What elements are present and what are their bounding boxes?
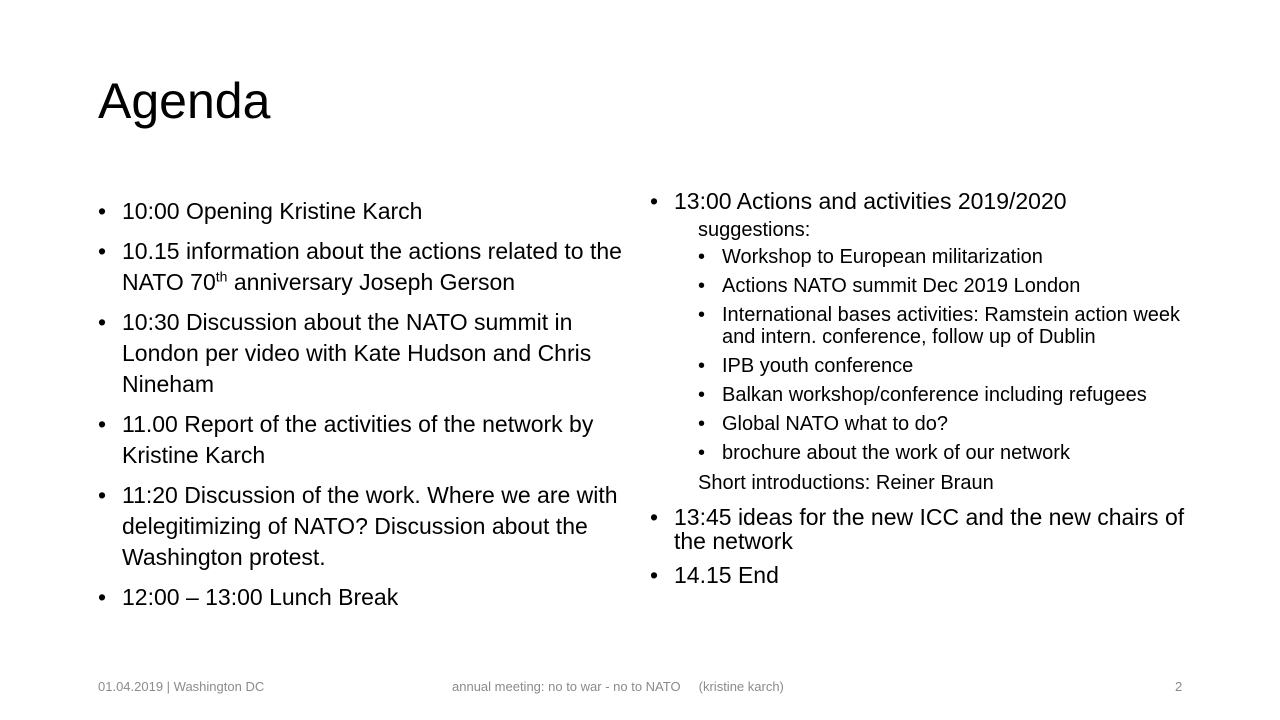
agenda-item-text: 13:00 Actions and activities 2019/2020 — [674, 188, 1067, 214]
agenda-item: • 13:45 ideas for the new ICC and the new chairs of the network — [650, 505, 1210, 553]
agenda-right-column — [650, 189, 1210, 597]
agenda-item: • 14.15 End — [650, 563, 1210, 587]
suggestion-item: • Balkan workshop/conference including refugees — [698, 384, 1210, 406]
agenda-item-text: 10.15 information about the actions related to the NATO 70 — [122, 238, 622, 295]
suggestion-item: • Global NATO what to do? — [698, 413, 1210, 435]
suggestion-item: • Actions NATO summit Dec 2019 London — [698, 275, 1210, 297]
suggestion-item: • brochure about the work of our network — [698, 442, 1210, 464]
agenda-left-column — [98, 196, 638, 622]
agenda-item: • 11:20 Discussion of the work. Where we are with delegitimizing of NATO? Discussion about the Washington protest. — [98, 480, 638, 573]
agenda-item-text: anniversary Joseph Gerson — [227, 269, 516, 295]
suggestion-item: • IPB youth conference — [698, 355, 1210, 377]
suggestions-list — [698, 246, 1210, 464]
short-introductions: Short introductions: Reiner Braun — [698, 472, 994, 494]
footer-center-text: annual meeting: no to war - no to NATO (kristine karch) — [452, 679, 784, 694]
suggestions-label: suggestions: — [698, 219, 811, 241]
footer-page-number: 2 — [1175, 679, 1183, 694]
agenda-item: • 11.00 Report of the activities of the network by Kristine Karch — [98, 409, 638, 471]
suggestion-item: • Workshop to European militarization — [698, 246, 1210, 268]
suggestion-item: • International bases activities: Ramstein action week and intern. conference, follow up of Dublin — [698, 304, 1210, 348]
agenda-item — [98, 236, 638, 298]
agenda-item — [650, 189, 1210, 495]
superscript: th — [215, 268, 228, 285]
agenda-item: • 10:00 Opening Kristine Karch — [98, 196, 638, 227]
footer-date-place: 01.04.2019 | Washington DC — [98, 679, 265, 694]
agenda-item: • 10:30 Discussion about the NATO summit in London per video with Kate Hudson and Chris Nineham — [98, 307, 638, 400]
agenda-item: • 12:00 – 13:00 Lunch Break — [98, 582, 638, 613]
slide-title: Agenda — [98, 73, 271, 129]
